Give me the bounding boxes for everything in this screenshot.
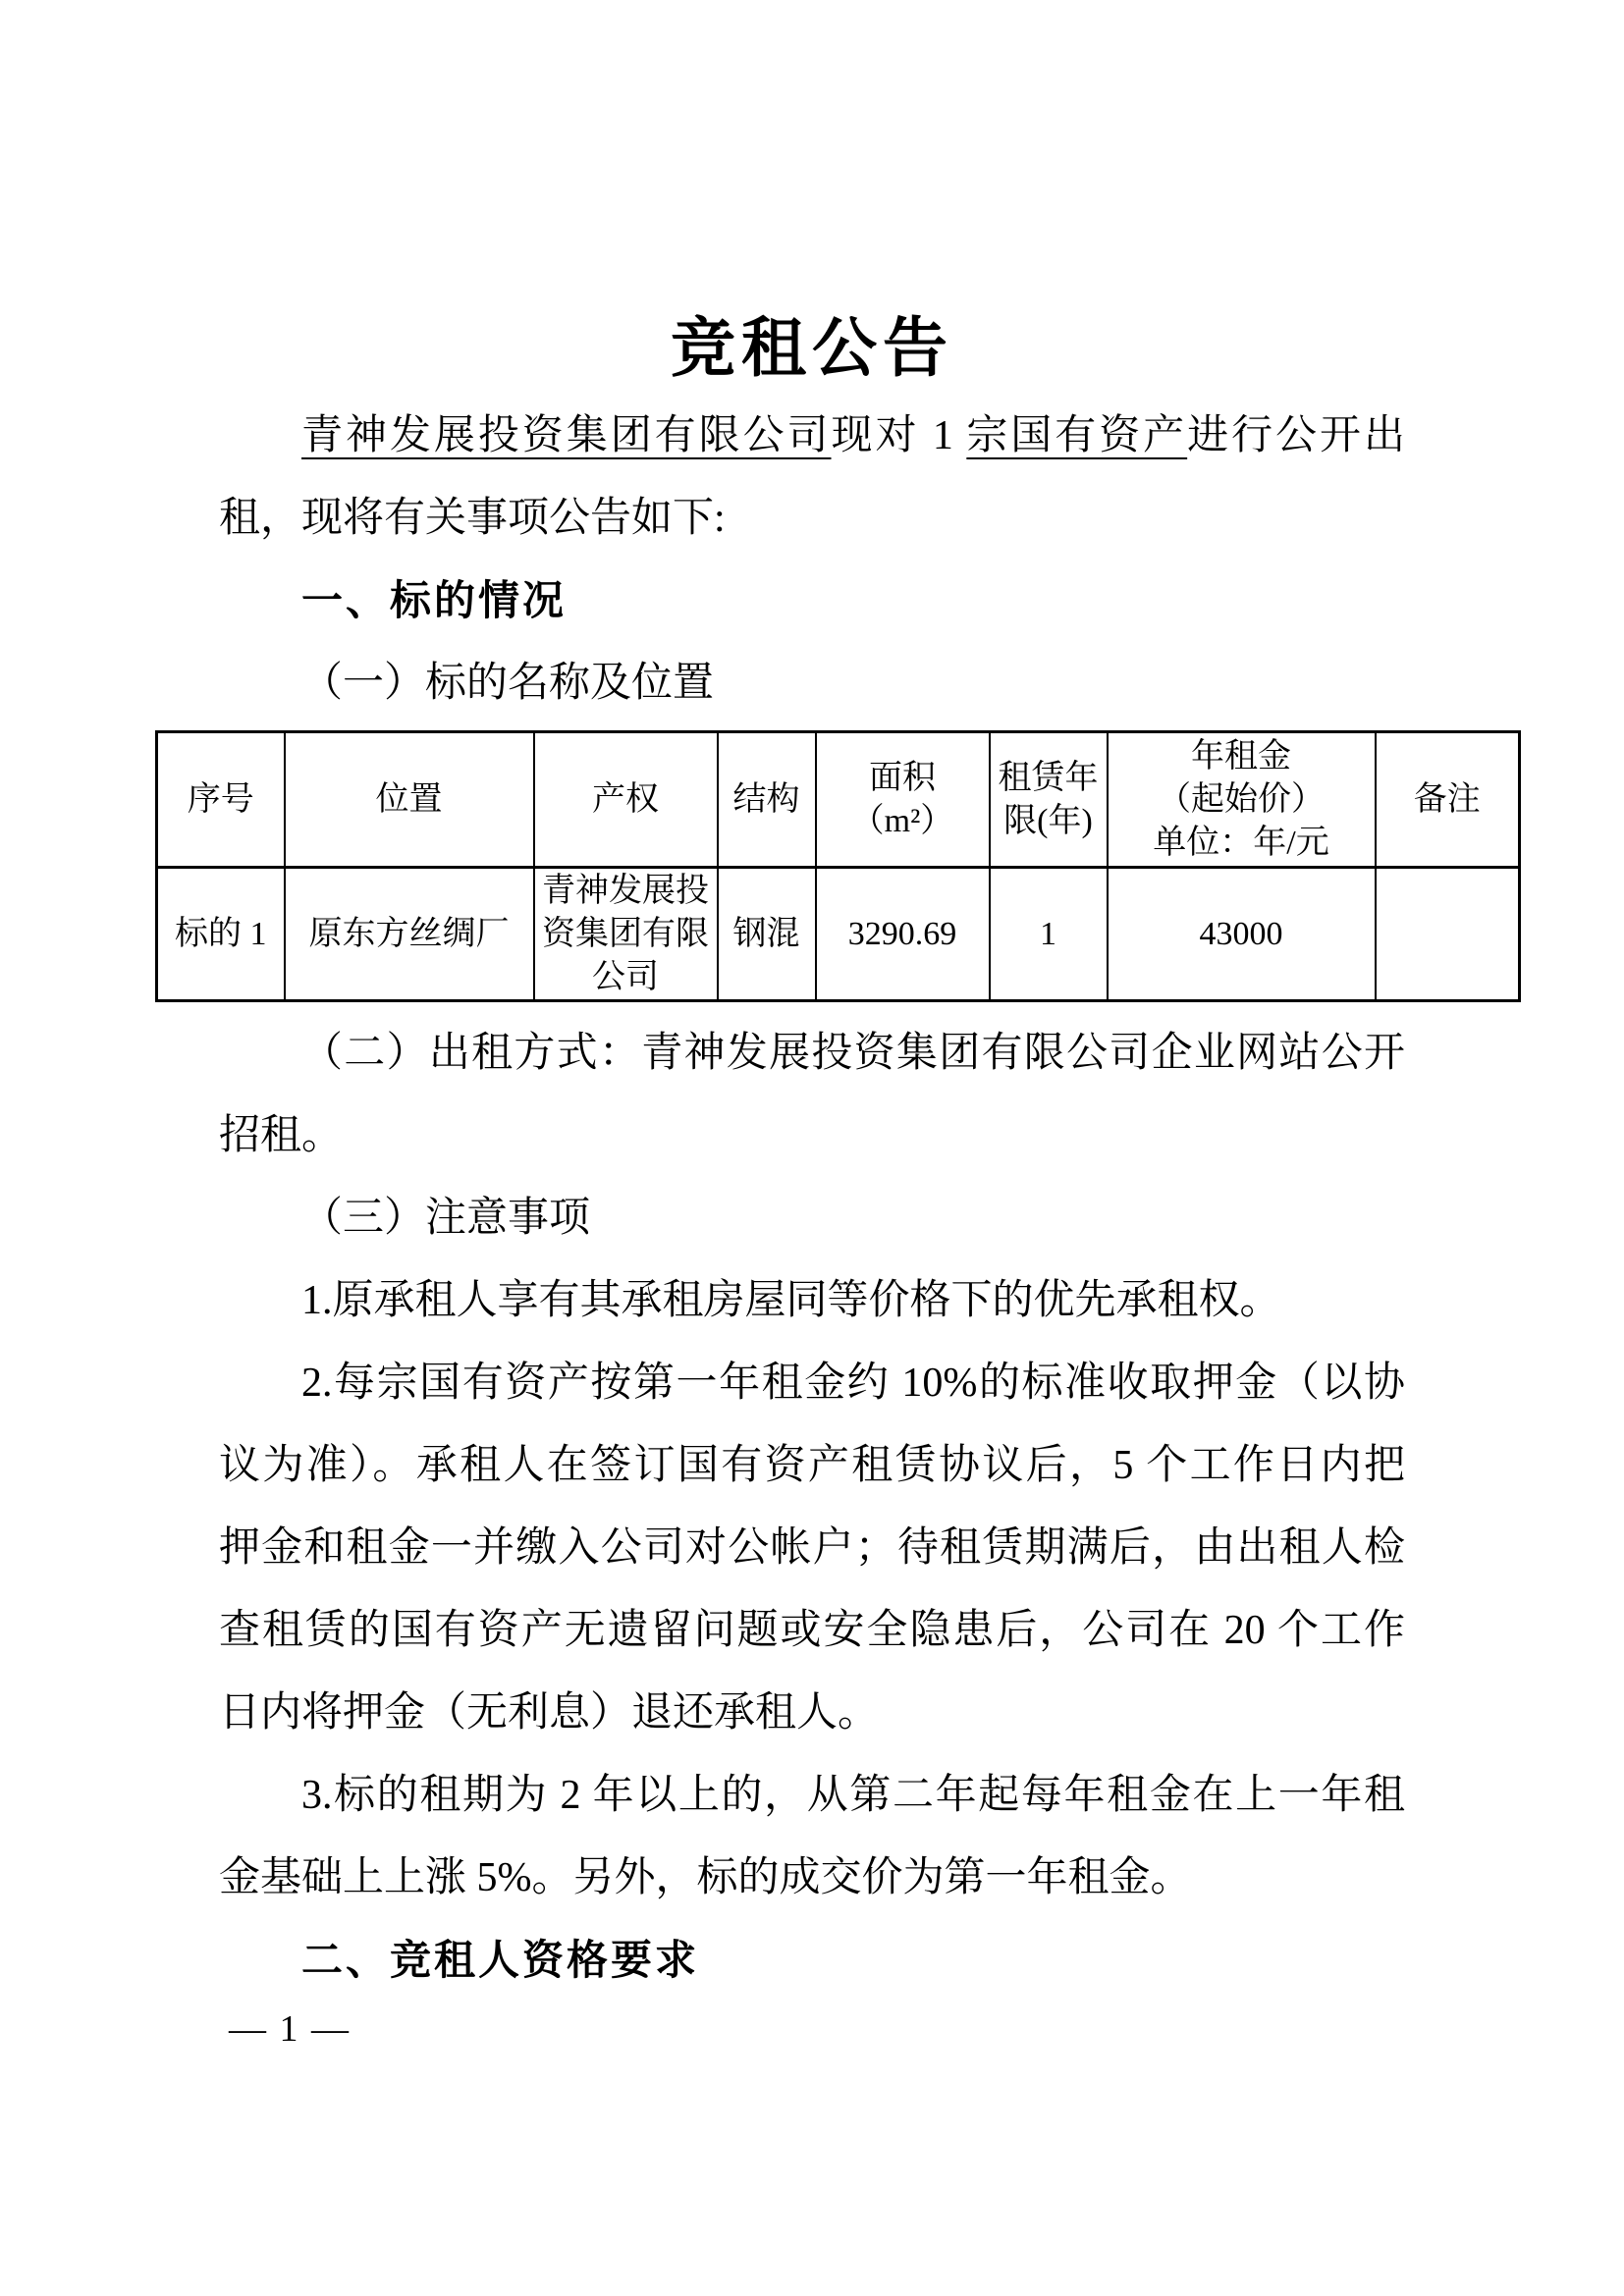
subsection-1-3-heading: （三）注意事项 bbox=[301, 1196, 591, 1241]
intro-tail-text: 进行公开出 bbox=[1187, 413, 1405, 458]
cell-structure: 钢混 bbox=[718, 868, 816, 1001]
document-title: 竞租公告 bbox=[671, 313, 953, 385]
note-2-line-2: 议为准）。承租人在签订国有资产租赁协议后，5 个工作日内把 bbox=[219, 1443, 1405, 1488]
intro-mid-text: 现对 1 bbox=[831, 413, 967, 458]
intro-line-2: 租，现将有关事项公告如下: bbox=[219, 496, 726, 541]
subsection-1-2-line-2: 招租。 bbox=[219, 1113, 344, 1158]
cell-ownership: 青神发展投 资集团有限 公司 bbox=[534, 868, 718, 1001]
cell-area: 3290.69 bbox=[816, 868, 990, 1001]
col-header-ownership: 产权 bbox=[534, 732, 718, 868]
company-name-underlined: 青神发展投资集团有限公司 bbox=[301, 413, 832, 458]
subsection-1-2-line-1: （二）出租方式：青神发展投资集团有限公司企业网站公开 bbox=[301, 1031, 1405, 1076]
note-1-line-1: 1.原承租人享有其承租房屋同等价格下的优先承租权。 bbox=[301, 1278, 1281, 1323]
note-2-line-1: 2.每宗国有资产按第一年租金约 10%的标准收取押金（以协 bbox=[301, 1361, 1405, 1406]
section-1-heading: 一、标的情况 bbox=[301, 577, 568, 623]
cell-remark bbox=[1376, 868, 1520, 1001]
intro-line-1 bbox=[219, 395, 1405, 477]
col-header-annual-rent: 年租金 （起始价） 单位：年/元 bbox=[1108, 732, 1376, 868]
cell-seq: 标的 1 bbox=[157, 868, 285, 1001]
cell-lease-years: 1 bbox=[990, 868, 1108, 1001]
asset-phrase-underlined: 宗国有资产 bbox=[966, 413, 1188, 458]
col-header-remark: 备注 bbox=[1376, 732, 1520, 868]
col-header-structure: 结构 bbox=[718, 732, 816, 868]
assets-table bbox=[155, 730, 1521, 1002]
note-2-line-3: 押金和租金一并缴入公司对公帐户；待租赁期满后，由出租人检 bbox=[219, 1525, 1405, 1571]
document-body bbox=[175, 312, 1481, 2070]
table-header-row bbox=[157, 732, 1520, 868]
note-3-line-1: 3.标的租期为 2 年以上的，从第二年起每年租金在上一年租 bbox=[301, 1773, 1405, 1818]
table-row bbox=[157, 868, 1520, 1001]
page-number: — 1 — bbox=[229, 2008, 351, 2050]
cell-annual-rent: 43000 bbox=[1108, 868, 1376, 1001]
note-2-line-5: 日内将押金（无利息）退还承租人。 bbox=[219, 1690, 880, 1735]
cell-location: 原东方丝绸厂 bbox=[285, 868, 534, 1001]
col-header-lease-years: 租赁年 限(年) bbox=[990, 732, 1108, 868]
col-header-location: 位置 bbox=[285, 732, 534, 868]
col-header-seq: 序号 bbox=[157, 732, 285, 868]
note-2-line-4: 查租赁的国有资产无遗留问题或安全隐患后，公司在 20 个工作 bbox=[219, 1608, 1405, 1653]
subsection-1-1-heading: （一）标的名称及位置 bbox=[301, 661, 715, 706]
col-header-area: 面积 （m²） bbox=[816, 732, 990, 868]
section-2-heading: 二、竞租人资格要求 bbox=[301, 1937, 700, 1983]
note-3-line-2: 金基础上上涨 5%。另外，标的成交价为第一年租金。 bbox=[219, 1855, 1192, 1900]
